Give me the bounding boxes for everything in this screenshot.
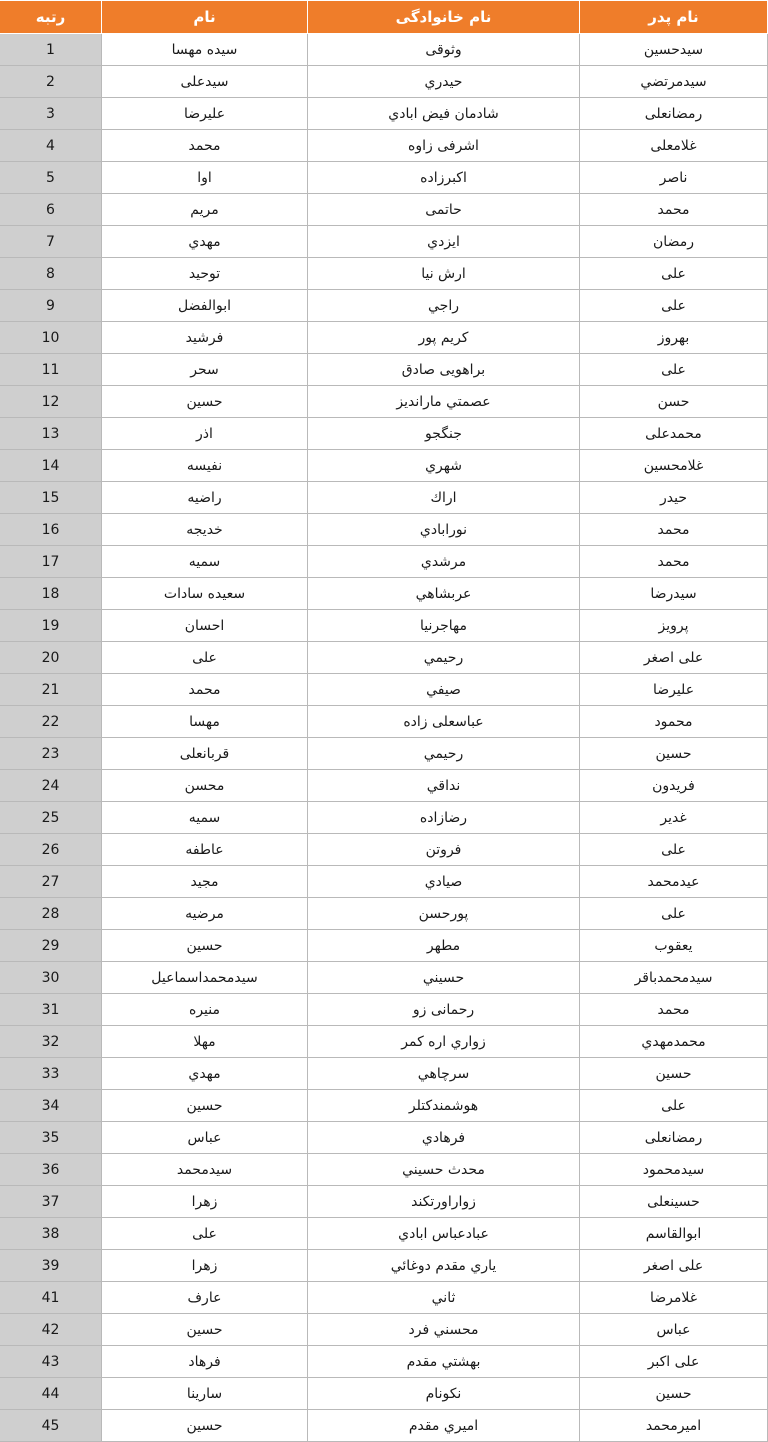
cell-family-name: رضازاده	[308, 802, 580, 834]
cell-father-name: غلامرضا	[580, 1282, 768, 1314]
cell-rank: 8	[0, 258, 102, 290]
cell-first-name: محمد	[102, 130, 308, 162]
cell-family-name: ثاني	[308, 1282, 580, 1314]
cell-rank: 9	[0, 290, 102, 322]
cell-first-name: حسین	[102, 930, 308, 962]
table-row	[0, 610, 768, 642]
cell-father-name: محمود	[580, 706, 768, 738]
cell-father-name: محمد	[580, 194, 768, 226]
cell-first-name: مهسا	[102, 706, 308, 738]
cell-father-name: علی	[580, 290, 768, 322]
cell-father-name: امیرمحمد	[580, 1410, 768, 1442]
cell-father-name: علی	[580, 1090, 768, 1122]
cell-rank: 43	[0, 1346, 102, 1378]
table-row	[0, 1058, 768, 1090]
table-row	[0, 194, 768, 226]
cell-first-name: حسین	[102, 1410, 308, 1442]
cell-family-name: عباسعلی زاده	[308, 706, 580, 738]
table-row	[0, 1186, 768, 1218]
table-row	[0, 322, 768, 354]
table-row	[0, 834, 768, 866]
cell-first-name: حسین	[102, 1314, 308, 1346]
table-row	[0, 898, 768, 930]
cell-first-name: مهلا	[102, 1026, 308, 1058]
cell-father-name: ناصر	[580, 162, 768, 194]
table-row	[0, 1314, 768, 1346]
cell-rank: 37	[0, 1186, 102, 1218]
cell-rank: 26	[0, 834, 102, 866]
cell-family-name: فرهادي	[308, 1122, 580, 1154]
table-header	[0, 1, 768, 34]
table-row	[0, 1250, 768, 1282]
cell-father-name: سیدرضا	[580, 578, 768, 610]
cell-rank: 28	[0, 898, 102, 930]
cell-rank: 24	[0, 770, 102, 802]
table-row	[0, 34, 768, 66]
cell-first-name: عارف	[102, 1282, 308, 1314]
cell-family-name: عربشاهي	[308, 578, 580, 610]
cell-rank: 4	[0, 130, 102, 162]
column-header-first-name: نام	[102, 1, 308, 34]
cell-family-name: نداقي	[308, 770, 580, 802]
cell-rank: 33	[0, 1058, 102, 1090]
cell-rank: 39	[0, 1250, 102, 1282]
cell-father-name: رمضان	[580, 226, 768, 258]
cell-family-name: صیادي	[308, 866, 580, 898]
cell-father-name: سیدحسین	[580, 34, 768, 66]
table-row	[0, 1026, 768, 1058]
cell-first-name: سعیده سادات	[102, 578, 308, 610]
table-row	[0, 546, 768, 578]
cell-first-name: راضیه	[102, 482, 308, 514]
cell-first-name: ابوالفضل	[102, 290, 308, 322]
cell-rank: 17	[0, 546, 102, 578]
cell-first-name: مهدي	[102, 226, 308, 258]
cell-rank: 41	[0, 1282, 102, 1314]
cell-first-name: علیرضا	[102, 98, 308, 130]
cell-rank: 19	[0, 610, 102, 642]
cell-first-name: فرهاد	[102, 1346, 308, 1378]
column-header-rank: رتبه	[0, 1, 102, 34]
cell-first-name: علی	[102, 642, 308, 674]
cell-father-name: علی	[580, 258, 768, 290]
column-header-family-name: نام خانوادگی	[308, 1, 580, 34]
table-row	[0, 418, 768, 450]
cell-family-name: عصمتي ماراندیز	[308, 386, 580, 418]
cell-father-name: سیدمحمود	[580, 1154, 768, 1186]
cell-rank: 20	[0, 642, 102, 674]
cell-father-name: یعقوب	[580, 930, 768, 962]
cell-father-name: فریدون	[580, 770, 768, 802]
cell-father-name: عیدمحمد	[580, 866, 768, 898]
cell-first-name: مریم	[102, 194, 308, 226]
cell-father-name: حسین	[580, 1058, 768, 1090]
cell-father-name: بهروز	[580, 322, 768, 354]
cell-rank: 12	[0, 386, 102, 418]
cell-family-name: نورابادي	[308, 514, 580, 546]
cell-family-name: راجي	[308, 290, 580, 322]
cell-family-name: محسني فرد	[308, 1314, 580, 1346]
table-row	[0, 738, 768, 770]
cell-family-name: زواراورتکند	[308, 1186, 580, 1218]
cell-family-name: سرچاهي	[308, 1058, 580, 1090]
table-row	[0, 450, 768, 482]
cell-father-name: علی اکبر	[580, 1346, 768, 1378]
cell-father-name: پرویز	[580, 610, 768, 642]
cell-family-name: صیفي	[308, 674, 580, 706]
cell-rank: 3	[0, 98, 102, 130]
cell-first-name: علی	[102, 1218, 308, 1250]
cell-first-name: محمد	[102, 674, 308, 706]
table-row	[0, 258, 768, 290]
cell-rank: 34	[0, 1090, 102, 1122]
cell-first-name: عباس	[102, 1122, 308, 1154]
cell-first-name: محسن	[102, 770, 308, 802]
table-row	[0, 642, 768, 674]
cell-father-name: سیدمحمدباقر	[580, 962, 768, 994]
cell-family-name: یاري مقدم دوغائي	[308, 1250, 580, 1282]
cell-family-name: شادمان فیض ابادي	[308, 98, 580, 130]
cell-first-name: زهرا	[102, 1186, 308, 1218]
cell-family-name: کریم پور	[308, 322, 580, 354]
column-header-father-name: نام پدر	[580, 1, 768, 34]
cell-first-name: احسان	[102, 610, 308, 642]
cell-first-name: منیره	[102, 994, 308, 1026]
table-row	[0, 1218, 768, 1250]
table-row	[0, 962, 768, 994]
cell-father-name: محمد	[580, 994, 768, 1026]
cell-family-name: اکبرزاده	[308, 162, 580, 194]
cell-father-name: رمضانعلی	[580, 98, 768, 130]
cell-rank: 45	[0, 1410, 102, 1442]
cell-family-name: نکونام	[308, 1378, 580, 1410]
cell-father-name: حیدر	[580, 482, 768, 514]
table-row	[0, 866, 768, 898]
cell-rank: 23	[0, 738, 102, 770]
table-row	[0, 482, 768, 514]
cell-first-name: سارینا	[102, 1378, 308, 1410]
table-row	[0, 930, 768, 962]
cell-father-name: محمدعلی	[580, 418, 768, 450]
table-row	[0, 1122, 768, 1154]
cell-first-name: توحید	[102, 258, 308, 290]
cell-father-name: علی	[580, 898, 768, 930]
table-row	[0, 226, 768, 258]
cell-rank: 25	[0, 802, 102, 834]
cell-rank: 36	[0, 1154, 102, 1186]
cell-family-name: پورحسن	[308, 898, 580, 930]
table-row	[0, 130, 768, 162]
cell-rank: 44	[0, 1378, 102, 1410]
cell-rank: 22	[0, 706, 102, 738]
cell-family-name: مطهر	[308, 930, 580, 962]
cell-rank: 27	[0, 866, 102, 898]
cell-rank: 18	[0, 578, 102, 610]
table-row	[0, 802, 768, 834]
table-row	[0, 514, 768, 546]
cell-rank: 38	[0, 1218, 102, 1250]
cell-family-name: وثوقی	[308, 34, 580, 66]
cell-first-name: نفیسه	[102, 450, 308, 482]
cell-family-name: امیري مقدم	[308, 1410, 580, 1442]
cell-father-name: علی	[580, 354, 768, 386]
cell-first-name: سیده مهسا	[102, 34, 308, 66]
cell-first-name: اذر	[102, 418, 308, 450]
cell-first-name: فرشید	[102, 322, 308, 354]
cell-rank: 13	[0, 418, 102, 450]
cell-father-name: علیرضا	[580, 674, 768, 706]
table-row	[0, 1154, 768, 1186]
cell-family-name: براهویی صادق	[308, 354, 580, 386]
cell-family-name: زواري اره کمر	[308, 1026, 580, 1058]
cell-family-name: حسیني	[308, 962, 580, 994]
table-row	[0, 386, 768, 418]
cell-rank: 6	[0, 194, 102, 226]
cell-family-name: بهشتي مقدم	[308, 1346, 580, 1378]
cell-first-name: زهرا	[102, 1250, 308, 1282]
cell-first-name: مرضیه	[102, 898, 308, 930]
cell-rank: 35	[0, 1122, 102, 1154]
cell-first-name: سیدمحمد	[102, 1154, 308, 1186]
cell-father-name: حسن	[580, 386, 768, 418]
cell-family-name: مهاجرنیا	[308, 610, 580, 642]
cell-family-name: هوشمندکتلر	[308, 1090, 580, 1122]
cell-family-name: رحمانی زو	[308, 994, 580, 1026]
cell-father-name: ابوالقاسم	[580, 1218, 768, 1250]
cell-family-name: فروتن	[308, 834, 580, 866]
cell-rank: 10	[0, 322, 102, 354]
table-row	[0, 994, 768, 1026]
table-body	[0, 34, 768, 1442]
cell-first-name: سمیه	[102, 546, 308, 578]
cell-first-name: حسین	[102, 1090, 308, 1122]
cell-rank: 1	[0, 34, 102, 66]
cell-rank: 7	[0, 226, 102, 258]
cell-father-name: محمد	[580, 546, 768, 578]
cell-rank: 31	[0, 994, 102, 1026]
table-row	[0, 1090, 768, 1122]
table-row	[0, 674, 768, 706]
cell-first-name: قربانعلی	[102, 738, 308, 770]
cell-family-name: مرشدي	[308, 546, 580, 578]
cell-family-name: اراك	[308, 482, 580, 514]
cell-father-name: علی اصغر	[580, 1250, 768, 1282]
table-row	[0, 290, 768, 322]
cell-first-name: سمیه	[102, 802, 308, 834]
cell-rank: 15	[0, 482, 102, 514]
table-row	[0, 98, 768, 130]
cell-family-name: محدث حسیني	[308, 1154, 580, 1186]
cell-family-name: شهري	[308, 450, 580, 482]
cell-rank: 5	[0, 162, 102, 194]
cell-family-name: حیدري	[308, 66, 580, 98]
cell-family-name: رحیمي	[308, 642, 580, 674]
cell-first-name: حسین	[102, 386, 308, 418]
table-header-row	[0, 1, 768, 34]
table-row	[0, 1346, 768, 1378]
cell-rank: 32	[0, 1026, 102, 1058]
table-row	[0, 1410, 768, 1442]
cell-father-name: غلامعلی	[580, 130, 768, 162]
cell-rank: 14	[0, 450, 102, 482]
cell-father-name: سیدمرتضي	[580, 66, 768, 98]
cell-rank: 21	[0, 674, 102, 706]
cell-first-name: عاطفه	[102, 834, 308, 866]
cell-rank: 16	[0, 514, 102, 546]
cell-father-name: محمدمهدي	[580, 1026, 768, 1058]
table-row	[0, 354, 768, 386]
cell-first-name: سیدمحمداسماعیل	[102, 962, 308, 994]
cell-father-name: علی	[580, 834, 768, 866]
cell-family-name: حاتمی	[308, 194, 580, 226]
table-row	[0, 66, 768, 98]
cell-rank: 29	[0, 930, 102, 962]
cell-father-name: حسین	[580, 738, 768, 770]
cell-family-name: رحیمي	[308, 738, 580, 770]
cell-family-name: عبادعباس ابادي	[308, 1218, 580, 1250]
cell-rank: 2	[0, 66, 102, 98]
cell-rank: 30	[0, 962, 102, 994]
table-row	[0, 162, 768, 194]
cell-first-name: مجید	[102, 866, 308, 898]
table-row	[0, 770, 768, 802]
cell-first-name: مهدي	[102, 1058, 308, 1090]
cell-first-name: سیدعلی	[102, 66, 308, 98]
cell-first-name: اوا	[102, 162, 308, 194]
cell-first-name: سحر	[102, 354, 308, 386]
cell-father-name: حسینعلی	[580, 1186, 768, 1218]
cell-father-name: محمد	[580, 514, 768, 546]
cell-first-name: خدیجه	[102, 514, 308, 546]
cell-father-name: حسین	[580, 1378, 768, 1410]
cell-family-name: اشرفی زاوه	[308, 130, 580, 162]
cell-father-name: رمضانعلی	[580, 1122, 768, 1154]
table-row	[0, 578, 768, 610]
cell-family-name: ایزدي	[308, 226, 580, 258]
cell-father-name: علی اصغر	[580, 642, 768, 674]
table-row	[0, 706, 768, 738]
table-row	[0, 1282, 768, 1314]
cell-family-name: ارش نیا	[308, 258, 580, 290]
cell-father-name: غدیر	[580, 802, 768, 834]
cell-father-name: عباس	[580, 1314, 768, 1346]
cell-family-name: جنگجو	[308, 418, 580, 450]
table-row	[0, 1378, 768, 1410]
cell-rank: 11	[0, 354, 102, 386]
cell-rank: 42	[0, 1314, 102, 1346]
cell-father-name: غلامحسین	[580, 450, 768, 482]
